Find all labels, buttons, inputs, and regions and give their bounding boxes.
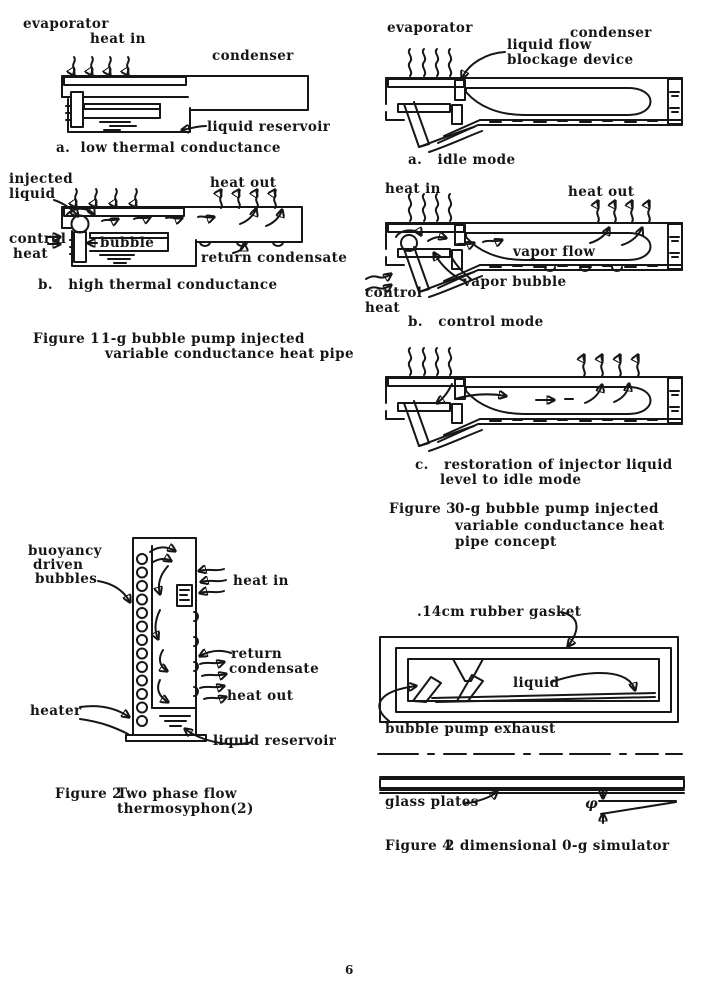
fig1b-control-heat-label: heat — [13, 246, 48, 262]
fig4-caption-figure-label: Figure 4 — [385, 838, 452, 854]
heat-out-arrow-icon — [597, 201, 599, 222]
vapor-flow-arrow — [483, 240, 502, 242]
fig3b-control-heat-label: heat — [365, 300, 400, 316]
fig3-caption-line2: variable conductance heat — [455, 518, 665, 534]
heat-squiggle-icon — [423, 49, 425, 76]
fig3a-condenser-label: condenser — [570, 25, 652, 41]
return-condensate-leader — [200, 651, 231, 656]
injected-liquid-bubble — [72, 216, 89, 233]
heat-in-arrow-icon — [201, 580, 226, 582]
vapor-flow-arrow — [240, 209, 256, 224]
fig2-return-condensate-label: condensate — [229, 661, 320, 677]
fig4-phi-angle-label: φ — [585, 796, 599, 812]
fig3c-caption-line2: level to idle mode — [440, 472, 582, 488]
reservoir-leader-arrow — [182, 126, 206, 130]
fig1-caption-figure-label: Figure 1 — [33, 331, 100, 347]
blockage-leader — [462, 52, 505, 78]
fig1b-injected-liquid-label: liquid — [9, 186, 56, 202]
fig1-caption-line1: 1-g bubble pump injected — [101, 331, 305, 347]
fig1b-control-heat-label: control — [9, 231, 67, 247]
heat-out-arrow-icon — [220, 190, 222, 208]
fig3a-blockage-label: liquid flow — [507, 37, 592, 53]
heat-out-arrow-icon — [202, 674, 226, 676]
heat-in-arrow-icon — [200, 591, 224, 593]
injector-tube — [404, 401, 429, 446]
heat-out-arrow-icon — [614, 201, 616, 222]
heat-in-arrow-icon — [199, 569, 224, 571]
fig4-bubble-pump-exhaust-label: bubble pump exhaust — [385, 721, 556, 737]
heat-squiggle-icon — [409, 49, 411, 76]
bubbles-leader — [98, 581, 130, 602]
vapor-flow-arrow — [455, 243, 474, 245]
fig3b-vapor-bubble-label: vapor bubble — [463, 274, 567, 290]
fig2-buoyancy-label: driven — [33, 557, 84, 573]
fig1a-heat-in-label: heat in — [90, 31, 146, 47]
fig2-heater-label: heater — [30, 703, 82, 719]
fig1b-injected-liquid-label: injected — [9, 171, 74, 187]
fig1-caption-line2: variable conductance heat pipe — [105, 346, 354, 362]
heat-in-arrow-icon — [127, 57, 129, 75]
fig1a-condenser-label: condenser — [212, 48, 294, 64]
heat-out-arrow-icon — [619, 355, 621, 376]
blockage-device — [452, 404, 462, 423]
fig2-diagram — [58, 531, 333, 759]
heat-out-arrow-icon — [631, 201, 633, 222]
heat-out-arrow-icon — [200, 662, 224, 664]
glass-plate-strip — [380, 779, 684, 788]
fig1a-liquid-reservoir-label: liquid reservoir — [207, 119, 331, 135]
fig1a-diagram — [50, 50, 320, 150]
fig1a-evaporator-label: evaporator — [23, 16, 109, 32]
heat-in-arrow-icon — [75, 189, 77, 207]
fig3b-heat-out-label: heat out — [568, 184, 635, 200]
blockage-device — [452, 105, 462, 124]
fig1a-caption: a. low thermal conductance — [56, 140, 281, 156]
heat-squiggle-icon — [409, 348, 411, 375]
heater-leader — [80, 706, 129, 717]
heat-out-arrow-icon — [601, 355, 603, 376]
fig3c-caption-line1: c. restoration of injector liquid — [415, 457, 673, 473]
heat-squiggle-icon — [423, 194, 425, 221]
heat-out-arrow-icon — [274, 190, 276, 208]
fig4-glass-plates-label: glass plates — [385, 794, 479, 810]
fig1b-return-condensate-label: return condensate — [201, 250, 348, 266]
heat-in-arrow-icon — [109, 57, 111, 75]
fig2-heat-in-label: heat in — [233, 573, 289, 589]
fig3-caption-line1: 0-g bubble pump injected — [455, 501, 659, 517]
fig1b-bubble-label: bubble — [100, 235, 155, 251]
heat-out-arrow-icon — [648, 201, 650, 222]
fig3-caption-line3: pipe concept — [455, 534, 557, 550]
page-number: 6 — [345, 963, 354, 977]
vapor-flow-arrow — [590, 228, 609, 243]
fig2-caption-line1: Two phase flow — [117, 786, 237, 802]
fig3-caption-figure-label: Figure 3 — [389, 501, 456, 517]
liquid-leader — [551, 673, 635, 690]
vapor-flow-arrow — [134, 217, 150, 219]
fig2-caption-line2: thermosyphon(2) — [117, 801, 254, 817]
heat-squiggle-icon — [436, 49, 438, 76]
heat-in-arrow-icon — [95, 189, 97, 207]
vapor-flow-arrow — [166, 217, 182, 218]
fig3a-blockage-label: blockage device — [507, 52, 634, 68]
fig4-caption-text: 2 dimensional 0-g simulator — [445, 838, 670, 854]
fig4-liquid-label: liquid — [513, 675, 560, 691]
fig3a-evaporator-label: evaporator — [387, 20, 473, 36]
heat-squiggle-icon — [423, 348, 425, 375]
vapor-flow-arrow — [102, 219, 118, 221]
heat-squiggle-icon — [436, 194, 438, 221]
fig2-buoyancy-label: buoyancy — [28, 543, 102, 559]
fig3b-vapor-flow-label: vapor flow — [513, 244, 596, 260]
heat-squiggle-icon — [436, 348, 438, 375]
fig2-heat-out-label: heat out — [227, 688, 294, 704]
fig4-rubber-gasket-label: rubber gasket — [470, 604, 582, 620]
fig2-liquid-reservoir-label: liquid reservoir — [213, 733, 337, 749]
fig3b-heat-in-label: heat in — [385, 181, 441, 197]
heat-squiggle-icon — [449, 49, 451, 76]
heat-squiggle-icon — [449, 194, 451, 221]
fig3a-caption: a. idle mode — [408, 152, 516, 168]
heat-in-arrow-icon — [135, 189, 137, 207]
injector-tube — [404, 102, 429, 147]
fig2-buoyancy-label: bubbles — [35, 571, 98, 587]
heat-squiggle-icon — [449, 348, 451, 375]
heat-out-arrow-icon — [256, 190, 258, 208]
fig2-caption-figure-label: Figure 2 — [55, 786, 122, 802]
control-heat-squiggle — [366, 274, 391, 279]
heat-in-arrow-icon — [115, 189, 117, 207]
vapor-flow-arrow — [198, 216, 214, 217]
fig3b-caption: b. control mode — [408, 314, 544, 330]
fig4-gasket-dimension-label: .14cm — [417, 604, 465, 620]
vapor-flow-arrow — [428, 237, 446, 241]
fig2-return-condensate-label: return — [231, 646, 283, 662]
heat-in-arrow-icon — [73, 57, 75, 75]
vapor-flow-arrow — [622, 228, 642, 245]
heat-squiggle-icon — [409, 194, 411, 221]
heat-out-arrow-icon — [204, 697, 226, 699]
fig3c-diagram — [378, 343, 690, 463]
exhaust-leader — [379, 686, 416, 721]
fig3b-control-heat-label: control — [365, 285, 423, 301]
vapor-flow-arrow — [266, 210, 282, 226]
heat-out-arrow-icon — [583, 355, 585, 376]
heat-out-arrow-icon — [637, 355, 639, 376]
heat-in-arrow-icon — [91, 57, 93, 75]
fig1b-heat-out-label: heat out — [210, 175, 277, 191]
fig1b-caption: b. high thermal conductance — [38, 277, 278, 293]
heat-out-arrow-icon — [238, 190, 240, 208]
heat-out-arrow-icon — [200, 686, 224, 688]
